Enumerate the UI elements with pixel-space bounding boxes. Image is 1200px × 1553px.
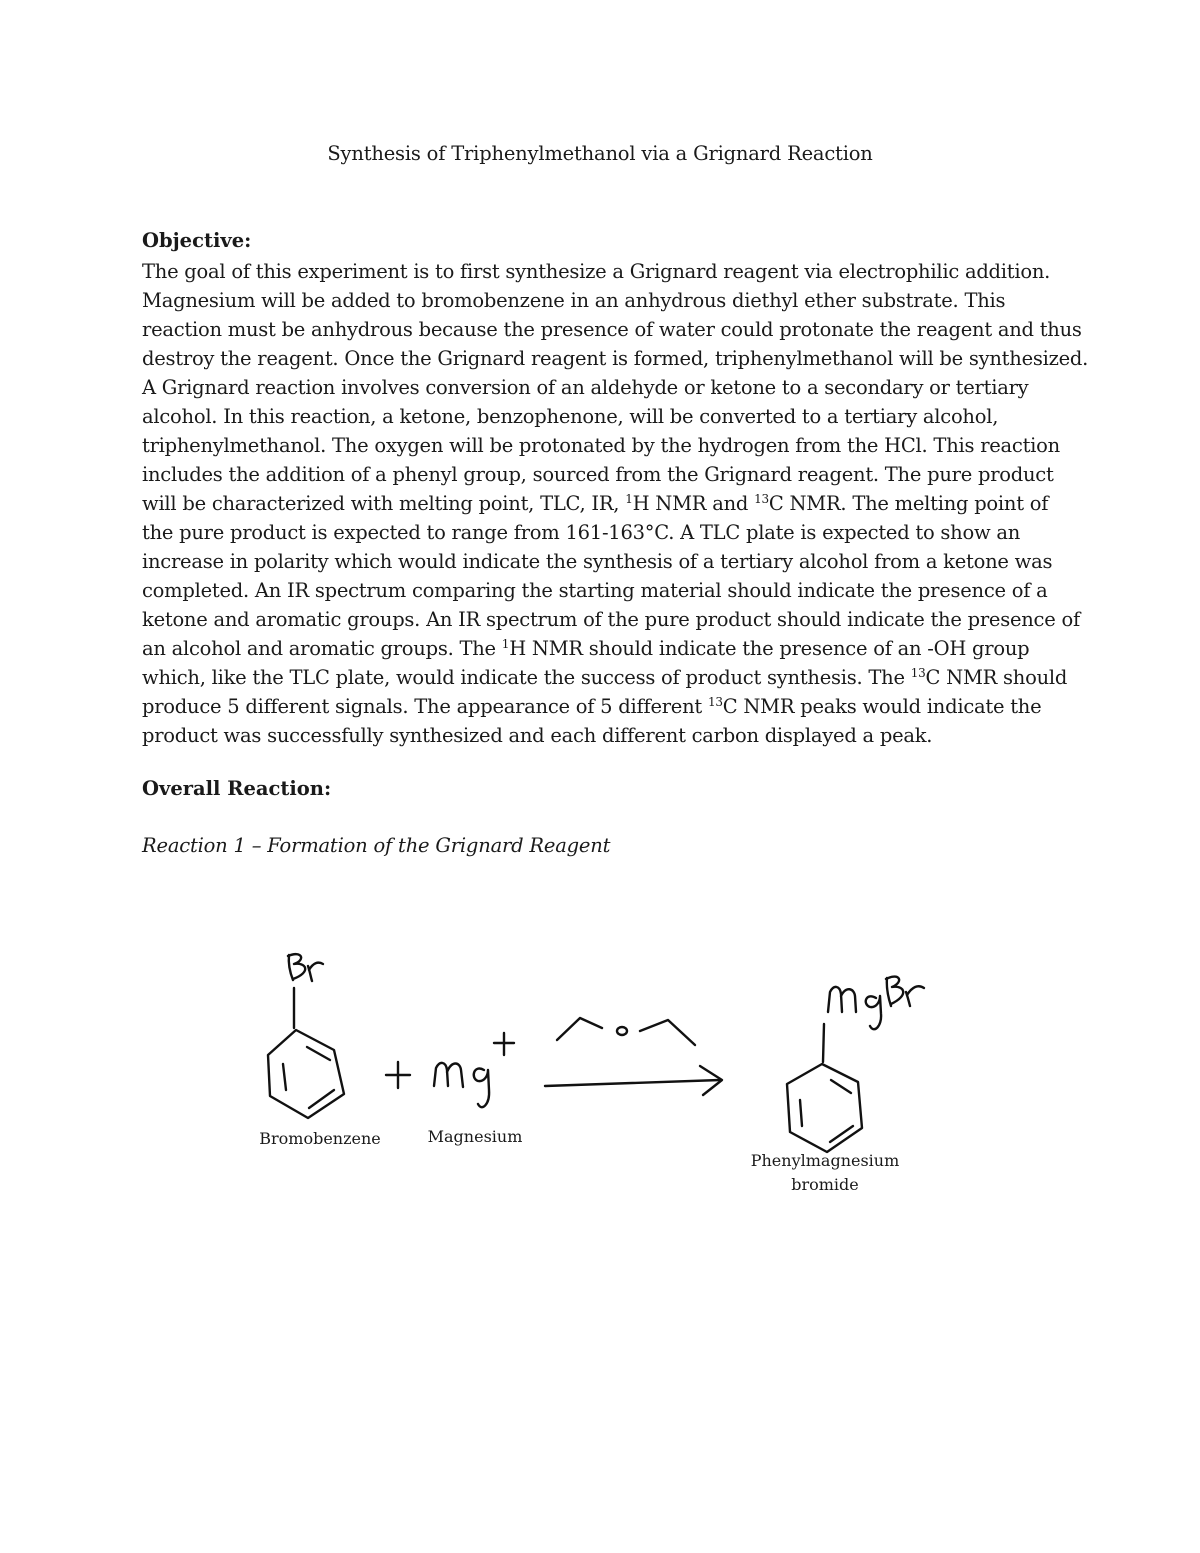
superscript: 1 bbox=[625, 492, 633, 506]
magnesium-handwritten bbox=[0, 900, 514, 1107]
reaction-scheme-drawing bbox=[0, 900, 1200, 1240]
objective-text: ketone and aromatic groups. An IR spectrum of the pure product should indicate the presence of bbox=[142, 608, 1080, 631]
objective-text: The goal of this experiment is to first synthesize a Grignard reagent via electrophilic addition. bbox=[142, 260, 1051, 283]
objective-paragraph bbox=[142, 257, 1089, 750]
objective-text: product was successfully synthesized and each different carbon displayed a peak. bbox=[142, 724, 933, 747]
objective-text: produce 5 different signals. The appearance of 5 different bbox=[142, 695, 708, 718]
objective-line bbox=[142, 373, 1077, 402]
objective-line bbox=[142, 402, 1077, 431]
objective-text: which, like the TLC plate, would indicate the success of product synthesis. The bbox=[142, 666, 911, 689]
objective-line bbox=[142, 721, 1077, 750]
superscript: 13 bbox=[707, 695, 723, 709]
objective-heading: Objective: bbox=[142, 229, 252, 252]
objective-text: reaction must be anhydrous because the presence of water could protonate the reagent and thus bbox=[142, 318, 1082, 341]
superscript: 1 bbox=[501, 637, 510, 651]
objective-text: H NMR and bbox=[632, 492, 755, 515]
objective-text: H NMR should indicate the presence of an -OH group bbox=[509, 637, 1030, 660]
product-label-line2: bromide bbox=[791, 1175, 859, 1194]
page-title: Synthesis of Triphenylmethanol via a Grignard Reaction bbox=[327, 142, 873, 165]
objective-text: C NMR. The melting point of bbox=[768, 492, 1049, 515]
objective-line bbox=[142, 634, 1077, 663]
reaction-scheme bbox=[0, 900, 1200, 1240]
superscript: 13 bbox=[910, 666, 926, 680]
mgbr-handwritten bbox=[0, 900, 924, 1029]
objective-text: Magnesium will be added to bromobenzene in an anhydrous diethyl ether substrate. This bbox=[142, 289, 1006, 312]
diethyl-ether-icon bbox=[0, 900, 695, 1045]
objective-line bbox=[142, 344, 1089, 373]
objective-text: C NMR should bbox=[925, 666, 1068, 689]
superscript: 13 bbox=[754, 492, 769, 506]
objective-line bbox=[142, 663, 1077, 692]
objective-text: alcohol. In this reaction, a ketone, benzophenone, will be converted to a tertiary alcohol, bbox=[142, 405, 999, 428]
plus-sign bbox=[0, 900, 410, 1088]
objective-line bbox=[142, 257, 1077, 286]
objective-text: triphenylmethanol. The oxygen will be protonated by the hydrogen from the HCl. This reaction bbox=[142, 434, 1060, 457]
objective-line bbox=[142, 692, 1077, 721]
benzene-ring-icon bbox=[268, 988, 344, 1118]
reaction-1-caption: Reaction 1 – Formation of the Grignard Reagent bbox=[142, 834, 611, 857]
objective-line bbox=[142, 605, 1080, 634]
overall-reaction-heading: Overall Reaction: bbox=[142, 777, 332, 800]
objective-text: will be characterized with melting point, TLC, IR, bbox=[142, 492, 626, 515]
product-label-line1: Phenylmagnesium bbox=[750, 1151, 900, 1170]
objective-line bbox=[142, 460, 1077, 489]
magnesium-label: Magnesium bbox=[427, 1127, 523, 1146]
objective-line bbox=[142, 547, 1077, 576]
objective-text: C NMR peaks would indicate the bbox=[722, 695, 1042, 718]
objective-text: increase in polarity which would indicate the synthesis of a tertiary alcohol from a ketone was bbox=[142, 550, 1053, 573]
objective-text: A Grignard reaction involves conversion of an aldehyde or ketone to a secondary or tertiary bbox=[142, 376, 1029, 399]
objective-line bbox=[142, 489, 1077, 518]
objective-text: an alcohol and aromatic groups. The bbox=[142, 637, 502, 660]
objective-line bbox=[142, 576, 1077, 605]
right-arrow-icon bbox=[545, 1066, 722, 1095]
objective-text: includes the addition of a phenyl group, sourced from the Grignard reagent. The pure product bbox=[142, 463, 1054, 486]
objective-line bbox=[142, 518, 1077, 547]
bromine-handwritten bbox=[0, 900, 323, 981]
objective-text: the pure product is expected to range from 161-163°C. A TLC plate is expected to show an bbox=[142, 521, 1021, 544]
objective-text: completed. An IR spectrum comparing the starting material should indicate the presence of a bbox=[142, 579, 1048, 602]
objective-line bbox=[142, 286, 1077, 315]
objective-text: destroy the reagent. Once the Grignard reagent is formed, triphenylmethanol will be synthesized. bbox=[142, 347, 1089, 370]
objective-line bbox=[142, 315, 1082, 344]
product-benzene-ring-icon bbox=[787, 1024, 862, 1152]
bromobenzene-label: Bromobenzene bbox=[259, 1129, 381, 1148]
objective-line bbox=[142, 431, 1077, 460]
